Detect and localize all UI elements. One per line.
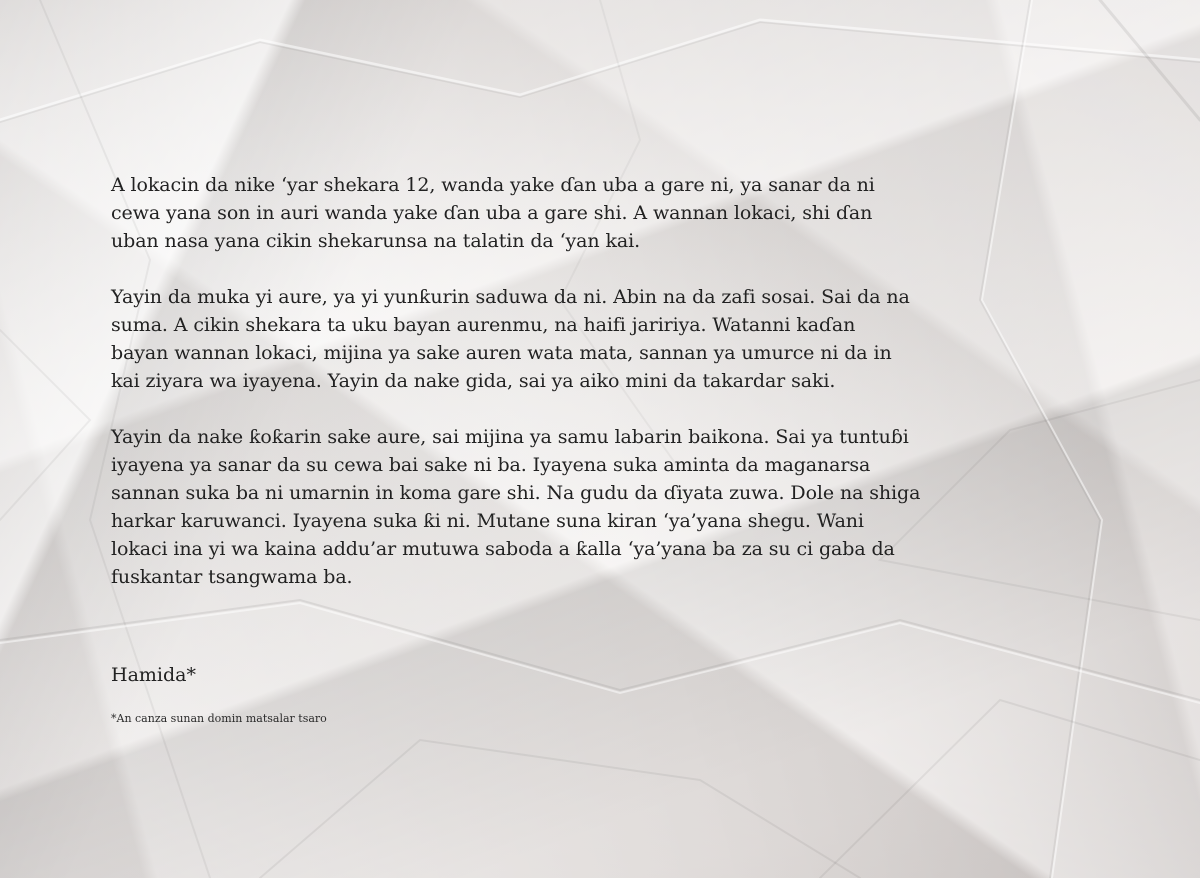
letter-paragraph-2: Yayin da muka yi aure, ya yi yunƙurin saduwa da ni. Abin na da zafi sosai. Sai da na suma. A cikin shekara ta uku bayan aurenmu, na haifi jaririya. Watanni kaɗan bayan wannan lokaci, mijina ya sake auren wata mata, sannan ya umurce ni da in kai ziyara wa iyayena. Yayin da nake gida, sai ya aiko mini da takardar saki.: [111, 286, 910, 392]
letter-paragraph-3: Yayin da nake ƙoƙarin sake aure, sai mijina ya samu labarin baikona. Sai ya tuntuɓi iyayena ya sanar da su cewa bai sake ni ba. Iyayena suka aminta da maganarsa sannan suka ba ni umarnin in koma gare shi. Na gudu da ɗiyata zuwa. Dole na shiga harkar karuwanci. Iyayena suka ƙi ni. Mutane suna kiran ‘ya’yana shegu. Wani lokaci ina yi wa kaina addu’ar mutuwa saboda a ƙalla ‘ya’yana ba za su ci gaba da fuskantar tsangwama ba.: [111, 426, 921, 588]
signature: Hamida*: [111, 664, 196, 686]
footnote: *An canza sunan domin matsalar tsaro: [111, 712, 327, 725]
letter-body: [111, 171, 1111, 619]
letter-paragraph-1: A lokacin da nike ‘yar shekara 12, wanda yake ɗan uba a gare ni, ya sanar da ni cewa yana son in auri wanda yake ɗan uba a gare shi. A wannan lokaci, shi ɗan uban nasa yana cikin shekarunsa na talatin da ‘yan kai.: [111, 174, 875, 252]
